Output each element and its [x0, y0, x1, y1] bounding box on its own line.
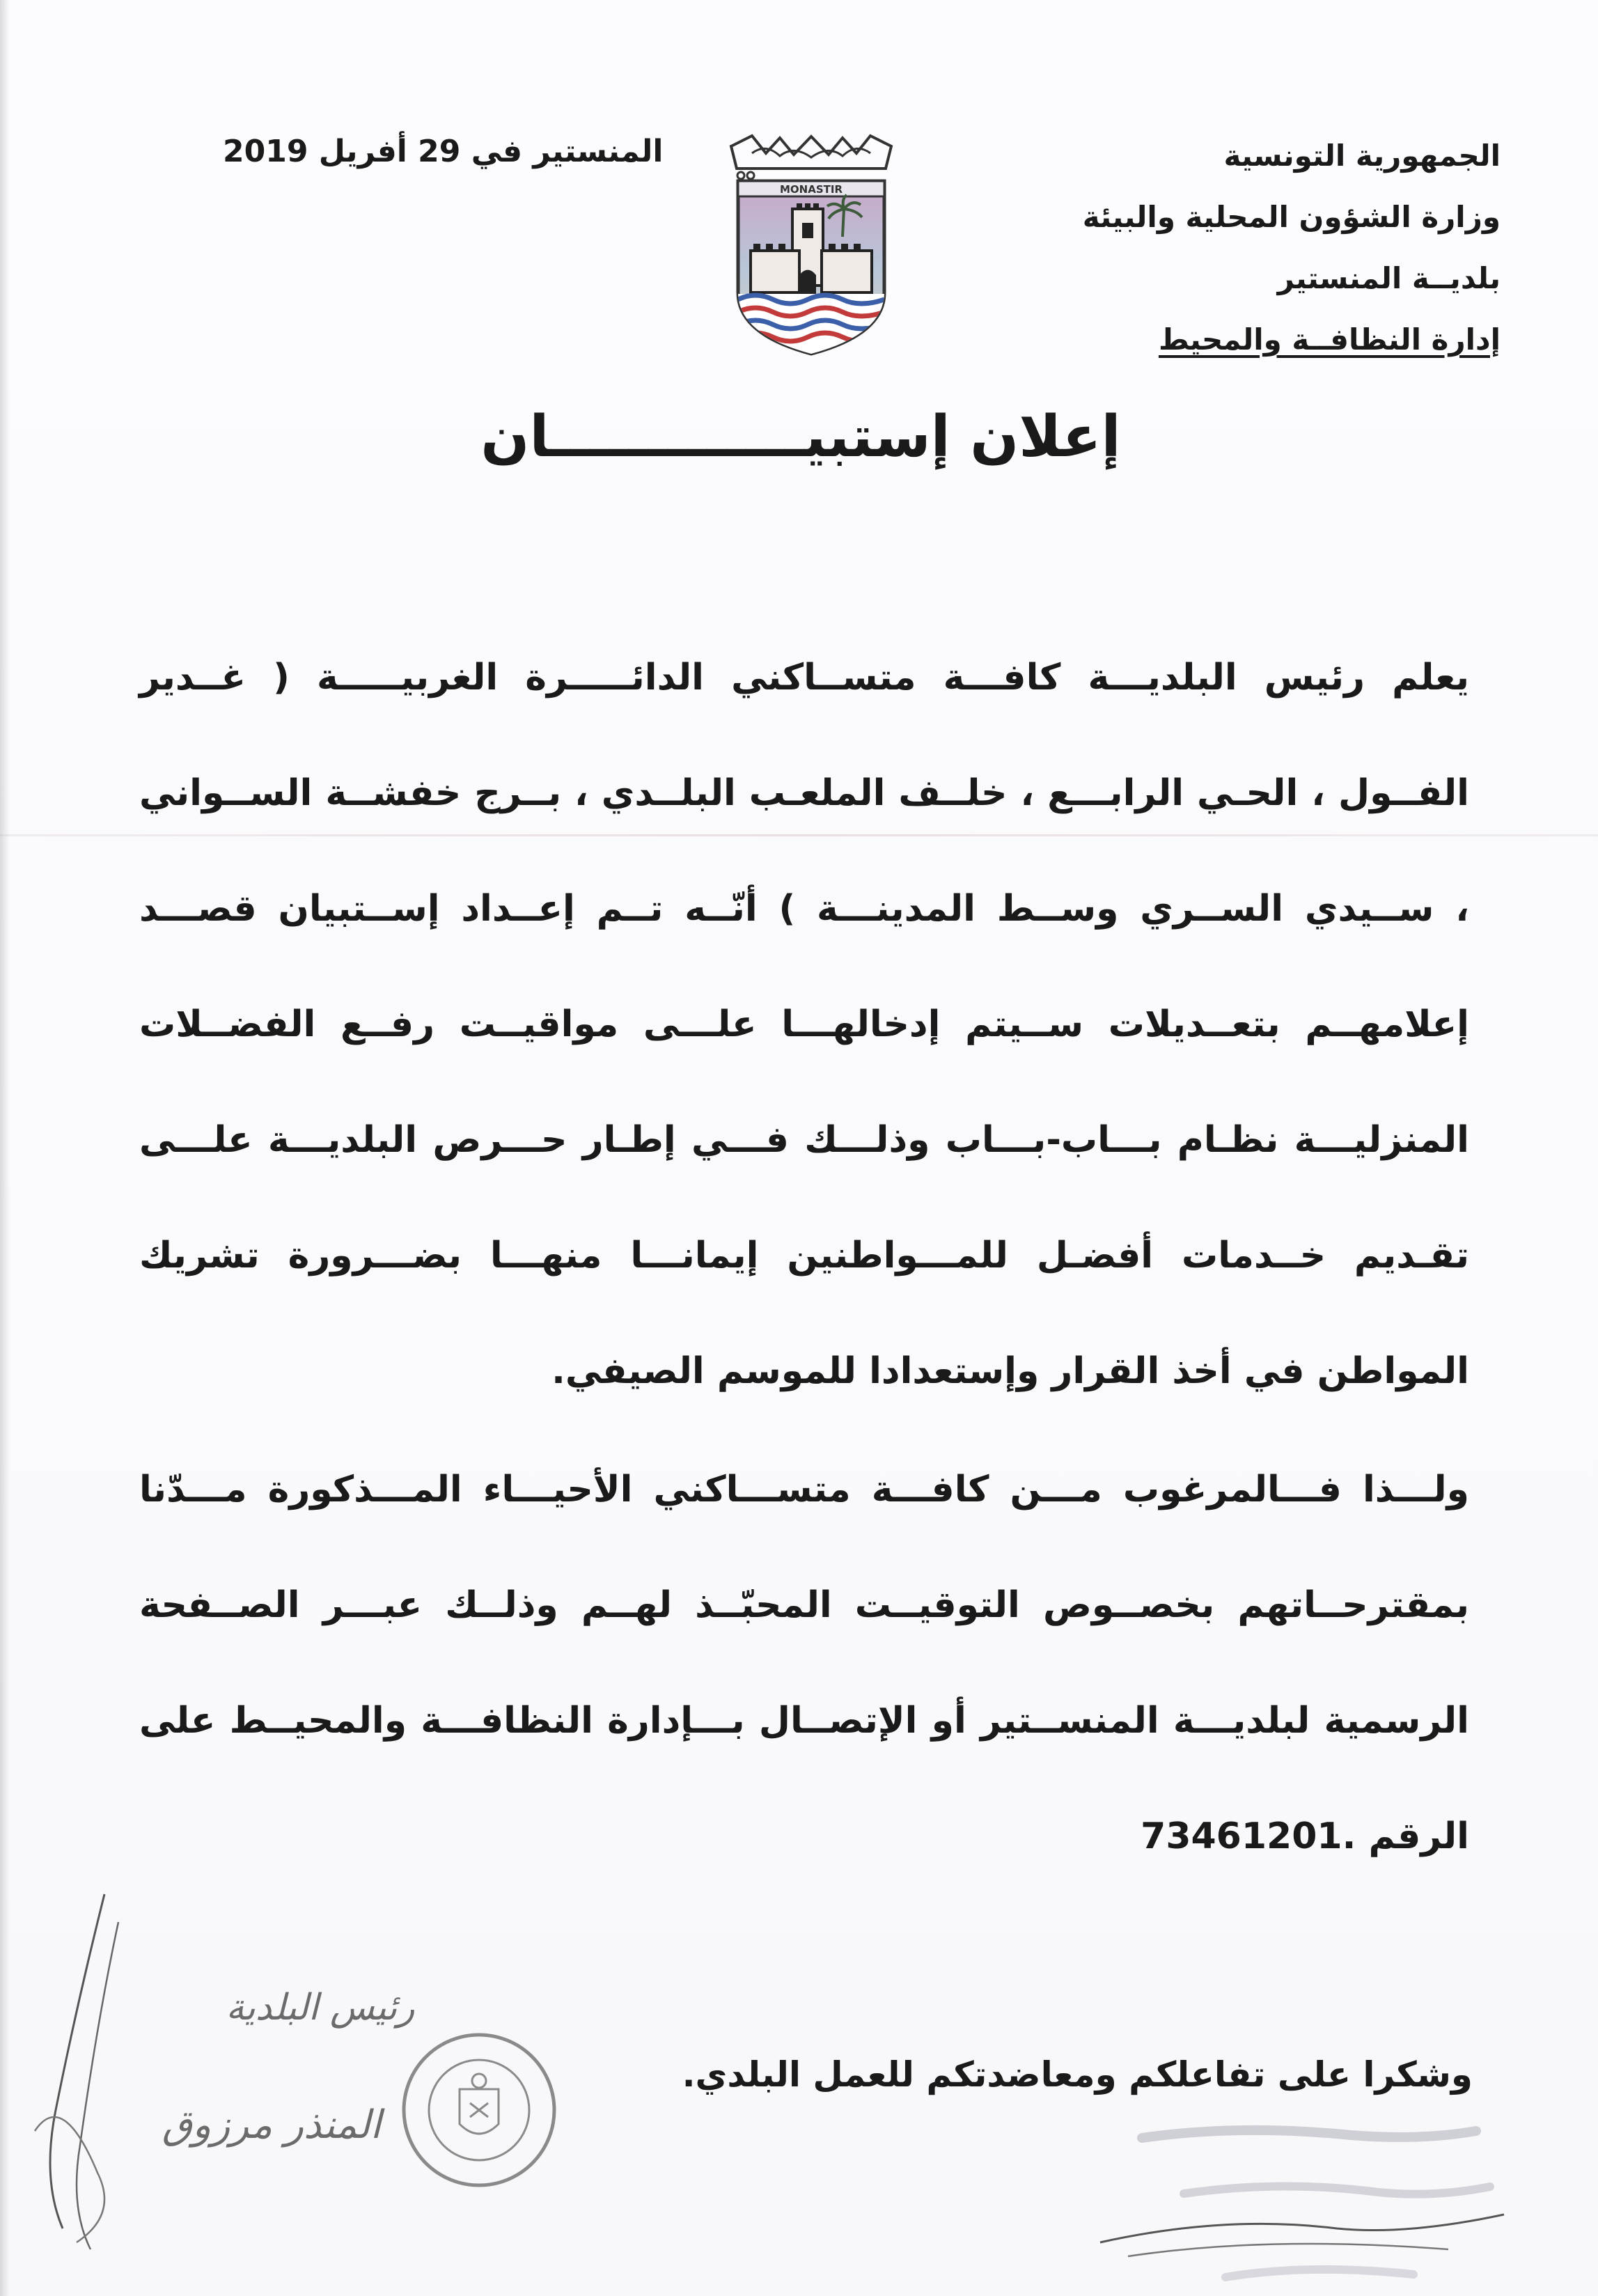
- header-department: إدارة النظافــة والمحيط: [1158, 322, 1501, 357]
- body-paragraph-1: يعلم رئيس البلديـــة كافـــة متســاكني الدائـــــرة الغربيـــــة ( غــدير الفــول ، الحـي الرابـــع ، خلــف الملعـب البلــدي ، بــرج خفشــة الســواني ، ســيدي الســري وســط المدينـــة ) أنّــه تــم إعــداد إســتبيان قصـــد إعلامهــم بتعــديلات ســيتم إدخالهـــا علـــى مواقيــت رفــع الفضــلات المنزليـــة نظـام بـــاب-بـــاب وذلـــك فـــي إطـار حـــرص البلديـــة علـــى تقـديم خــدمات أفضـل للمـــواطنين إيمانـــا منهـــا بضـــرورة تشريك المواطن في أخذ القرار وإستعدادا للموسم الصيفي.: [139, 657, 1469, 1392]
- letterhead-institution: [1013, 125, 1501, 370]
- body-paragraph-2-text: ولـــذا فـــالمرغوب مـــن كافـــة متســـاكني الأحيـــاء المـــذكورة مـــدّنا بمقترحــاتهم بخصــوص التوقيــت المحبّــذ لهــم وذلــك عبـــر الصــفحة الرسمية لبلديـــة المنســتير أو الإتصــال بـــإدارة النظافـــة والمحيــط على الرقم: [139, 1469, 1469, 1857]
- closing-line: وشكرا على تفاعلكم ومعاضدتكم للعمل البلدي.: [682, 2054, 1473, 2095]
- signature-role: رئيس البلدية: [226, 1987, 415, 2029]
- header-municipality: بلديــة المنستير: [1277, 261, 1501, 295]
- header-ministry: وزارة الشؤون المحلية والبيئة: [1082, 200, 1501, 234]
- emblem-label: MONASTIR: [779, 183, 843, 196]
- body-paragraph-2: [139, 1432, 1469, 1894]
- scan-edge-shadow: [0, 0, 10, 2296]
- announcement-body: [139, 620, 1469, 1897]
- signature-name: المنذر مرزوق: [162, 2102, 382, 2148]
- monastir-coat-of-arms-icon: [724, 132, 898, 362]
- mayor-signature-stamp: [14, 1880, 571, 2270]
- department-head-signature-stamp: [1086, 2110, 1532, 2291]
- header-republic: الجمهورية التونسية: [1223, 139, 1501, 173]
- document-date: المنستير في 29 أفريل 2019: [223, 134, 664, 169]
- phone-number: 73461201.: [1141, 1815, 1356, 1857]
- page-title: إعلان إستبيـــــــــــــان: [480, 404, 1121, 470]
